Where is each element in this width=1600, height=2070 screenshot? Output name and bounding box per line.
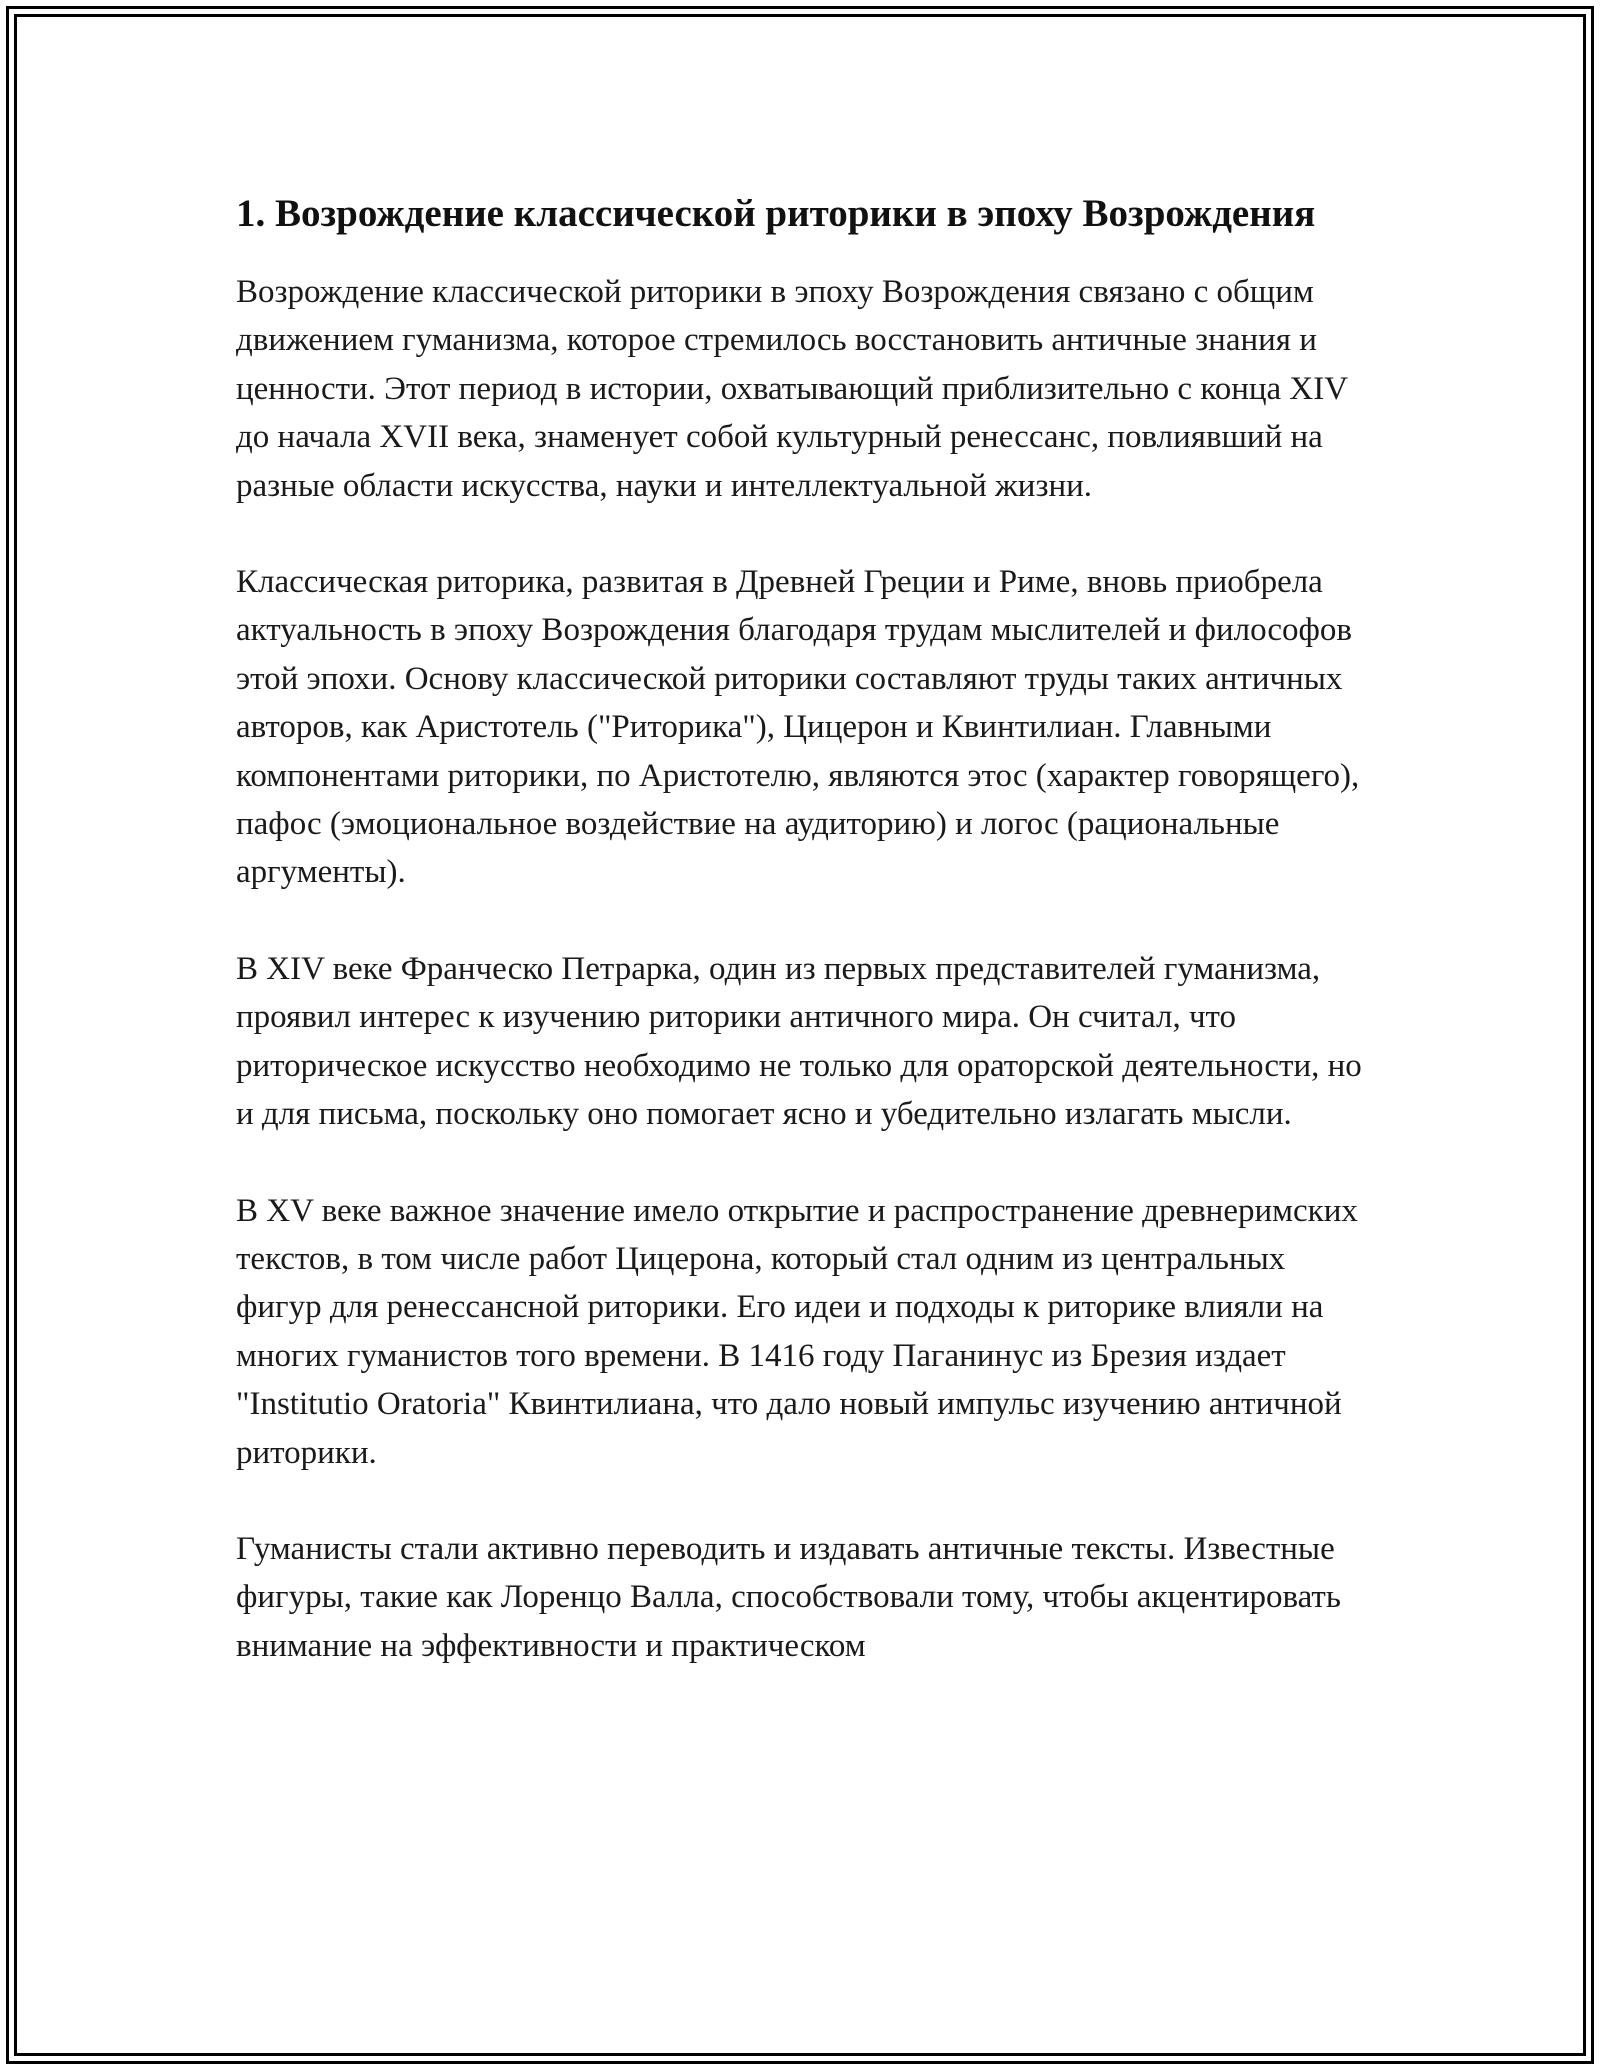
section-heading: 1. Возрождение классической риторики в эпоху Возрождения — [236, 192, 1316, 235]
paragraph-2: Классическая риторика, развитая в Древней Греции и Риме, вновь приобрела актуальность в эпоху Возрождения благодаря трудам мыслителей и философов этой эпохи. Основу классической риторики составляют труды таких античных авторов, как Аристотель ("Риторика"), Цицерон и Квинтилиан. Главными компонентами риторики, по Аристотелю, являются этос (характер говорящего), пафос (эмоциональное воздействие на аудиторию) и логос (рациональные аргументы). — [236, 564, 1360, 891]
paragraph-3: В XIV веке Франческо Петрарка, один из первых представителей гуманизма, проявил интерес к изучению риторики античного мира. Он считал, что риторическое искусство необходимо не только для ораторской деятельности, но и для письма, поскольку оно помогает ясно и убедительно излагать мысли. — [236, 950, 1362, 1133]
paragraph-1: Возрождение классической риторики в эпоху Возрождения связано с общим движением гуманизма, которое стремилось восстановить античные знания и ценности. Этот период в истории, охватывающий приблизительно с конца XIV до начала XVII века, знаменует собой культурный ренессанс, повлиявший на разные области искусства, науки и интеллектуальной жизни. — [236, 274, 1348, 504]
paragraph-4: В XV веке важное значение имело открытие и распространение древнеримских текстов, в том числе работ Цицерона, который стал одним из центральных фигур для ренессансной риторики. Его идеи и подходы к риторике влияли на многих гуманистов того времени. В 1416 году Паганинус из Брезия издает "Institutio Oratoria" Квинтилиана, что дало новый импульс изучению античной риторики. — [236, 1192, 1358, 1471]
paragraph-5: Гуманисты стали активно переводить и издавать античные тексты. Известные фигуры, такие как Лоренцо Валла, способствовали тому, чтобы акцентировать внимание на эффективности и практическом — [236, 1530, 1341, 1664]
document-page — [236, 186, 1376, 1718]
